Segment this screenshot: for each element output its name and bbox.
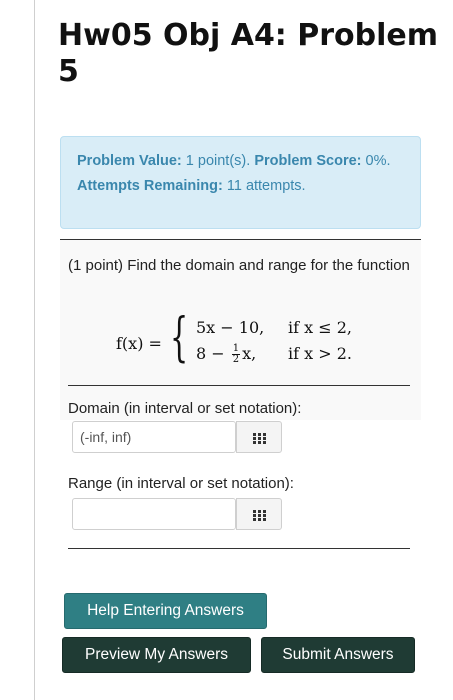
preview-answers-button[interactable]: Preview My Answers: [62, 637, 251, 673]
problem-score: 0%.: [365, 153, 391, 169]
range-input[interactable]: [72, 498, 236, 530]
problem-score-label: Problem Score:: [254, 153, 362, 169]
attempts-remaining: 11 attempts.: [226, 178, 306, 194]
range-label: Range (in interval or set notation):: [68, 475, 294, 492]
help-entering-answers-button[interactable]: Help Entering Answers: [64, 593, 267, 629]
problem-value: 1 point(s).: [185, 153, 251, 169]
submit-answers-button[interactable]: Submit Answers: [261, 637, 415, 673]
formula-row2-part-a: 8 −: [196, 344, 225, 363]
page-left-border: [34, 0, 35, 700]
attempts-label: Attempts Remaining:: [77, 178, 223, 194]
formula-row1-expression: 5x − 10,: [196, 318, 265, 337]
divider-bottom: [68, 548, 410, 549]
divider-formula: [68, 385, 410, 386]
formula-row2-condition: if x > 2.: [288, 344, 352, 363]
page-title: Hw05 Obj A4: Problem 5: [58, 18, 439, 89]
problem-value-label: Problem Value:: [77, 153, 182, 169]
grid-icon: [253, 510, 267, 520]
left-brace-icon: {: [170, 308, 189, 368]
formula-lhs: f(x) =: [116, 334, 162, 353]
problem-prompt: (1 point) Find the domain and range for the function: [68, 257, 410, 274]
range-helper-button[interactable]: [236, 498, 282, 530]
domain-helper-button[interactable]: [236, 421, 282, 453]
piecewise-formula: [116, 308, 396, 374]
fraction-denominator: 2: [232, 354, 240, 365]
formula-row1-condition: if x ≤ 2,: [288, 318, 352, 337]
domain-input[interactable]: [72, 421, 236, 453]
formula-row2-part-b: x,: [242, 344, 257, 363]
formula-fraction: [232, 344, 240, 365]
formula-row2-expression: [196, 344, 256, 365]
problem-info-box: [60, 136, 421, 229]
grid-icon: [253, 433, 267, 443]
domain-label: Domain (in interval or set notation):: [68, 400, 302, 417]
fraction-numerator: 1: [232, 343, 240, 354]
